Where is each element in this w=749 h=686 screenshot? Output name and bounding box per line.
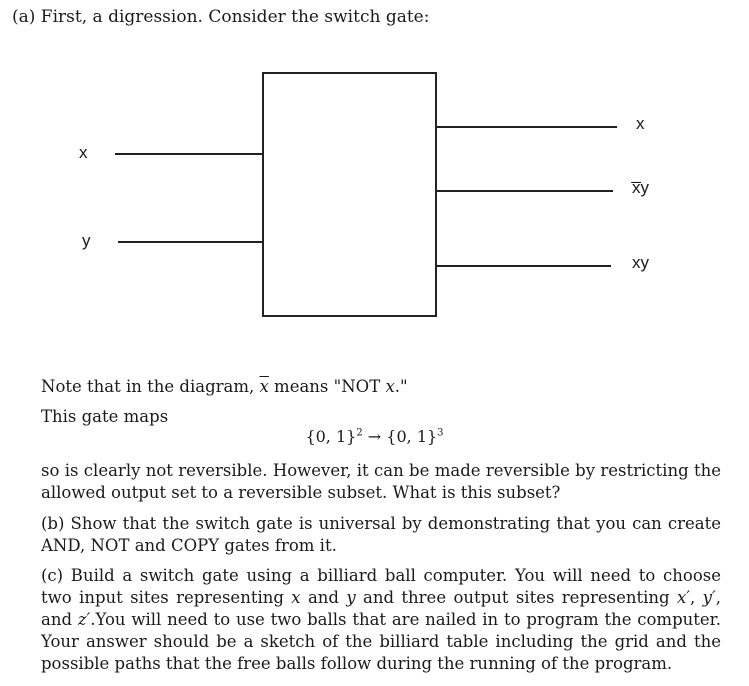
equation-codomain-exp: 3: [437, 427, 444, 439]
paragraph-b: (b) Show that the switch gate is universal by demonstrating that you can create AND, NOT and COPY gates from it.: [41, 514, 721, 555]
input-x-wire: [115, 153, 263, 155]
output-1-wire: [437, 126, 617, 128]
maps-text: This gate maps: [41, 407, 169, 426]
note-var-xbar: $\overline{x}$: [259, 377, 269, 396]
note-line: [41, 376, 721, 398]
note-text-1: Note that in the diagram,: [41, 377, 260, 396]
mapping-equation: [0, 427, 749, 446]
para-c-var-yprime: y′: [702, 588, 716, 607]
equation-arrow: →: [362, 427, 387, 446]
para-c-var-x: x: [291, 588, 301, 607]
gate-box: [262, 72, 437, 317]
note-text-2: means "NOT: [268, 377, 386, 396]
equation-codomain: {0, 1}: [386, 427, 438, 446]
para-c-text-2: and: [300, 588, 347, 607]
output-xy-label: xy: [632, 253, 649, 272]
para-c-text-5: , and: [41, 588, 721, 629]
equation-domain: {0, 1}: [305, 427, 357, 446]
output-3-wire: [437, 265, 611, 267]
output-2-wire: [437, 190, 613, 192]
para-c-text-6: .You will need to use two balls that are nailed in to program the computer. Your answer should be a sketch of the billiard table including the grid and the possible paths that the free balls follow during the running of the program.: [41, 610, 721, 673]
input-x-label: x: [79, 143, 88, 162]
question-heading: (a) First, a digression. Consider the switch gate:: [12, 7, 430, 27]
para-c-text-1: (c) Build a switch gate using a billiard ball computer. You will need to choose two input sites representing: [41, 566, 721, 607]
output-x-label: x: [636, 114, 645, 133]
para-c-text-4: ,: [690, 588, 703, 607]
input-y-label: y: [82, 231, 91, 250]
para-c-var-zprime: z′: [77, 610, 91, 629]
note-var-x: x: [385, 377, 395, 396]
paragraph-a-continued: so is clearly not reversible. However, it can be made reversible by restricting the allowed output set to a reversible subset. What is this subset?: [41, 461, 721, 502]
para-c-var-xprime: x′: [676, 588, 691, 607]
note-text-3: .": [394, 377, 408, 396]
input-y-wire: [118, 241, 263, 243]
para-c-text-3: and three output sites representing: [355, 588, 677, 607]
paragraph-c: [41, 565, 721, 675]
equation-domain-exp: 2: [356, 427, 363, 439]
para-c-var-y: y: [346, 588, 356, 607]
output-notx-y-label: x̅y: [632, 178, 649, 197]
